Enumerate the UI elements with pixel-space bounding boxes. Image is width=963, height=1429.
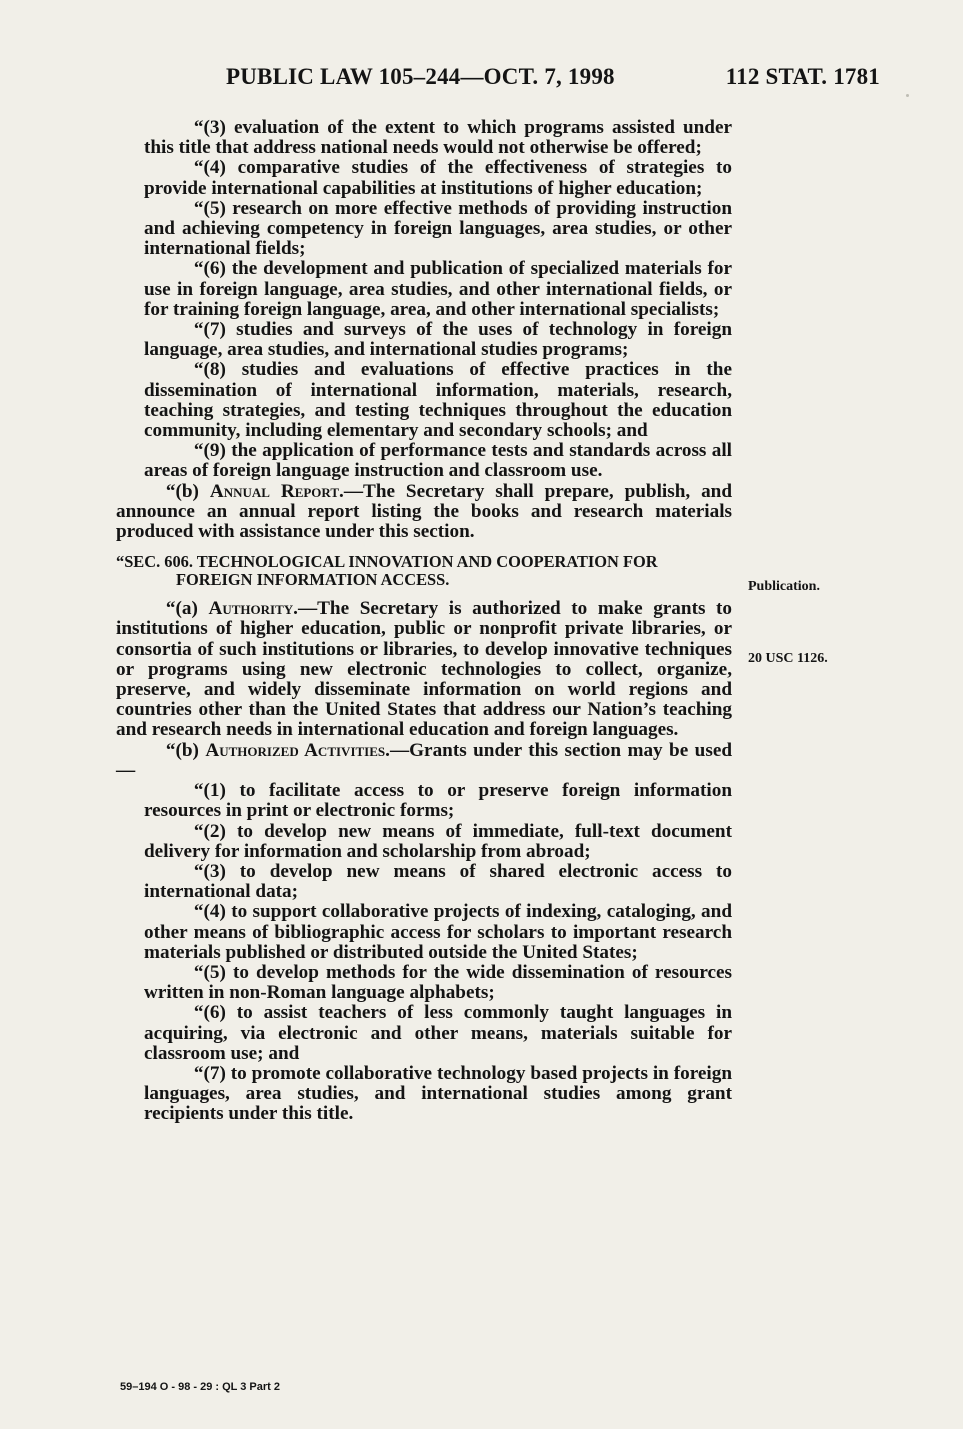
paragraph-4: “(4) comparative studies of the effectiveness of strategies to provide international capabilities at institutions of higher education; — [144, 157, 732, 199]
paragraph-5: “(5) research on more effective methods of providing instruction and achieving competency in foreign languages, area studies, or other international fields; — [144, 197, 732, 260]
paragraph-7: “(7) studies and surveys of the uses of technology in foreign language, area studies, and international studies programs; — [144, 319, 732, 361]
section-heading-line2: FOREIGN INFORMATION ACCESS. — [176, 570, 450, 590]
annual-report-heading: Annual Report — [209, 480, 340, 502]
authorized-activities-body: .—Grants under this section may be used— — [116, 739, 733, 781]
annual-report-body: .—The Secretary shall prepare, publish, and announce an annual report listing the books and research materials produced with assistance under this section. — [116, 480, 733, 543]
activity-1: “(1) to facilitate access to or preserve foreign information resources in print or electronic forms; — [144, 780, 732, 822]
activity-4: “(4) to support collaborative projects of indexing, cataloging, and other means of bibliographic access for scholars to important research materials published or distributed outside the United States; — [144, 901, 732, 963]
scan-speck — [906, 94, 909, 97]
authority-paragraph — [116, 599, 732, 740]
page-title: PUBLIC LAW 105–244—OCT. 7, 1998 — [226, 64, 615, 89]
activity-5: “(5) to develop methods for the wide dissemination of resources written in non-Roman language alphabets; — [144, 961, 732, 1004]
margin-note-usc: 20 USC 1126. — [748, 651, 828, 666]
activity-3: “(3) to develop new means of shared electronic access to international data; — [144, 860, 732, 903]
running-head — [110, 64, 880, 98]
authorized-activities-heading: Authorized Activities — [205, 739, 386, 761]
authorized-activities-lead: “(b) — [165, 739, 206, 761]
activity-7: “(7) to promote collaborative technology based projects in foreign languages, area studies, and international studies among grant recipients under this title. — [144, 1062, 732, 1125]
authority-heading: Authority — [208, 598, 294, 620]
annual-report-lead: “(b) — [165, 480, 210, 502]
activity-6: “(6) to assist teachers of less commonly taught languages in acquiring, via electronic and other means, materials suitable for classroom use; and — [144, 1002, 732, 1064]
body-text — [116, 118, 732, 1125]
section-heading — [116, 553, 732, 589]
authorized-activities-paragraph — [116, 741, 732, 781]
paragraph-6: “(6) the development and publication of specialized materials for use in foreign language, area studies, and other international fields, or for training foreign language, area, and other international specialists; — [144, 258, 732, 320]
section-heading-line1: “SEC. 606. TECHNOLOGICAL INNOVATION AND COOPERATION FOR — [116, 552, 658, 572]
paragraph-8: “(8) studies and evaluations of effective practices in the dissemination of international information, materials, research, teaching strategies, and testing techniques throughout the education community, including elementary and secondary schools; and — [144, 359, 732, 442]
paragraph-3: “(3) evaluation of the extent to which programs assisted under this title that address national needs would not otherwise be offered; — [144, 117, 732, 159]
annual-report-paragraph — [116, 482, 732, 543]
authority-body: .—The Secretary is authorized to make grants to institutions of higher education, public or nonprofit private libraries, or consortia of such institutions or libraries, to develop innovative techniques or programs using new electronic technologies to collect, organize, preserve, and widely disseminate information on world regions and countries other than the United States that address our Nation’s teaching and research needs in international education and foreign languages. — [116, 598, 733, 741]
paragraph-9: “(9) the application of performance tests and standards across all areas of foreign language instruction and classroom use. — [144, 440, 732, 482]
activity-2: “(2) to develop new means of immediate, full-text document delivery for information and scholarship from abroad; — [144, 820, 732, 862]
printer-imprint: 59–194 O - 98 - 29 : QL 3 Part 2 — [120, 1381, 280, 1393]
margin-note-publication: Publication. — [748, 579, 820, 594]
authority-lead: “(a) — [165, 598, 209, 620]
stat-citation: 112 STAT. 1781 — [725, 64, 880, 89]
